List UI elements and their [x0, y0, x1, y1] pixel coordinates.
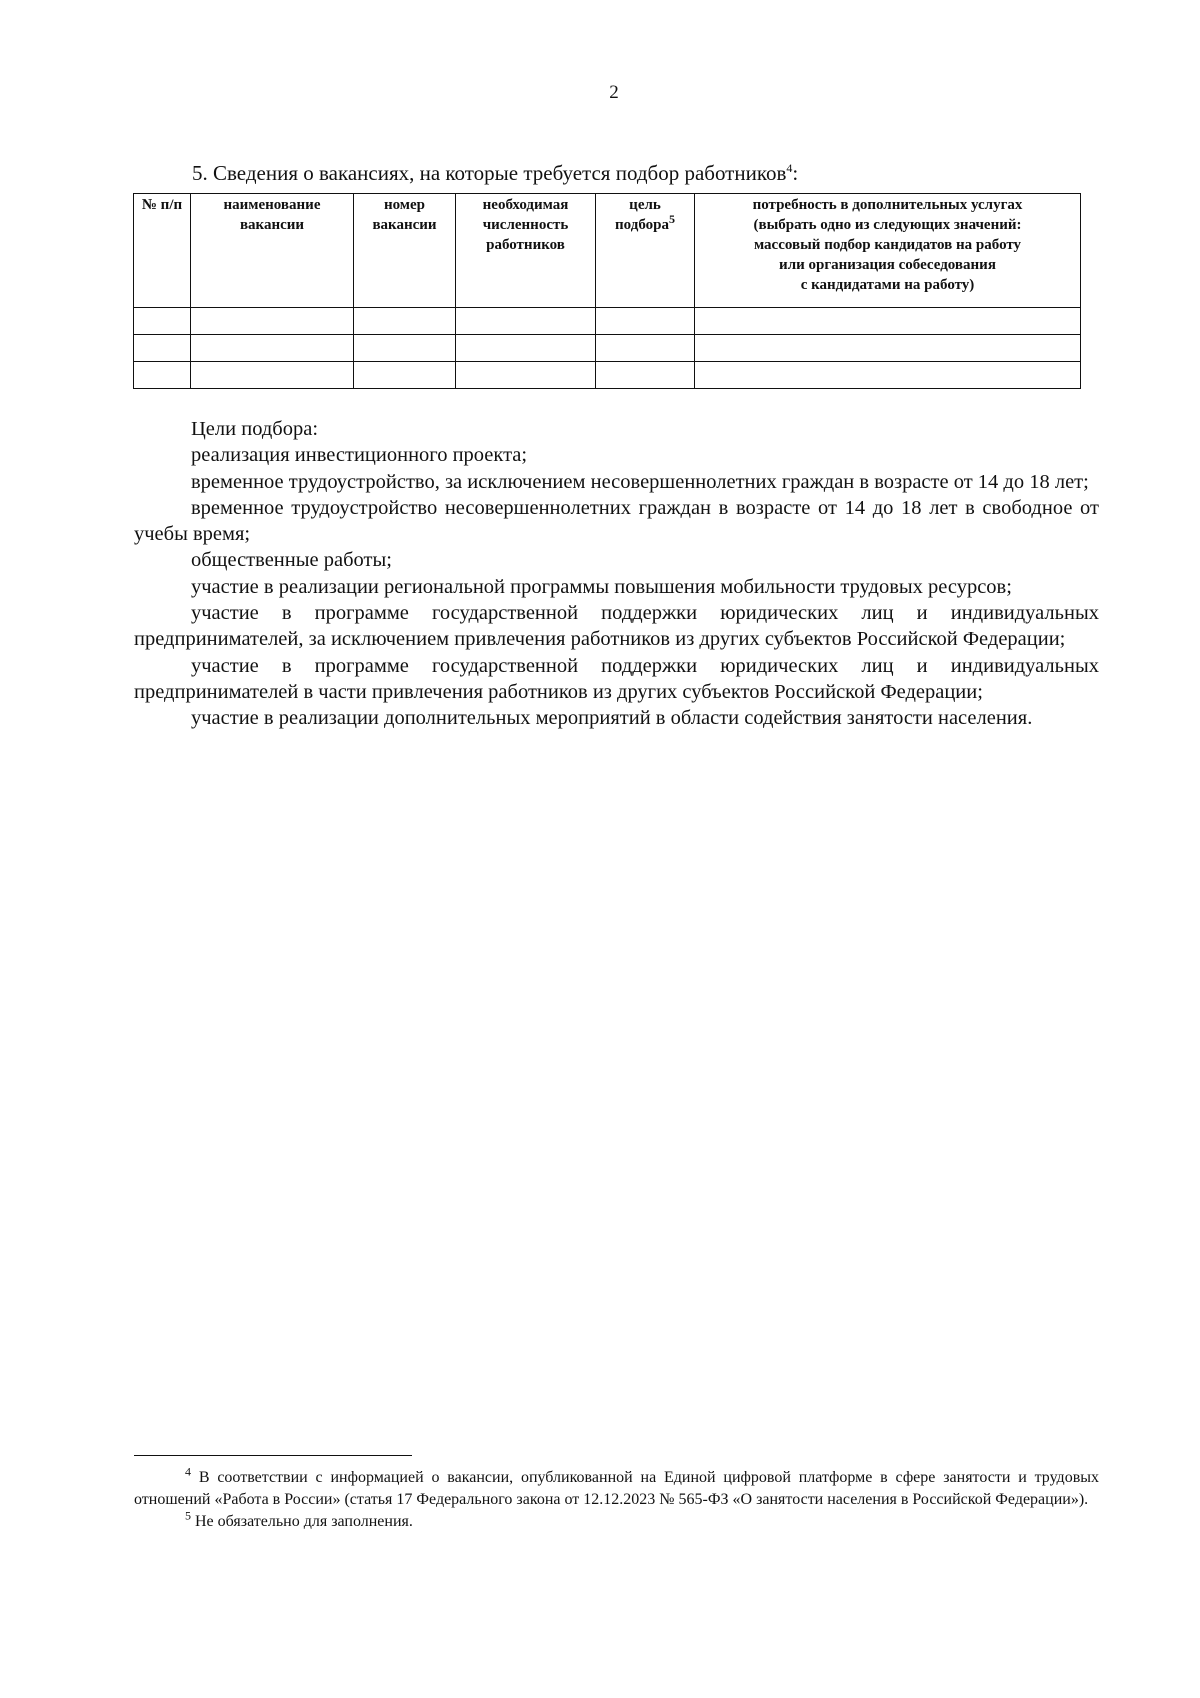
- table-cell[interactable]: [191, 335, 354, 362]
- footnote-mark: 5: [185, 1508, 191, 1523]
- table-cell[interactable]: [596, 362, 695, 389]
- goal-item: участие в реализации региональной программы повышения мобильности трудовых ресурсов;: [191, 575, 1012, 598]
- table-cell[interactable]: [134, 335, 191, 362]
- table-cell[interactable]: [596, 308, 695, 335]
- header-selection-goal: [596, 194, 695, 308]
- footnotes: [134, 1464, 1100, 1533]
- goal-item: временное трудоустройство несовершеннолетних граждан в возрасте от 14 до 18 лет в свободное от учебы время;: [134, 496, 1099, 546]
- table-cell[interactable]: [134, 308, 191, 335]
- table-cell[interactable]: [695, 362, 1081, 389]
- header-vacancy-number: номер вакансии: [354, 194, 456, 308]
- footnote-ref-4: 4: [786, 161, 793, 175]
- header-additional-services: [695, 194, 1081, 308]
- goals-heading: Цели подбора:: [191, 418, 319, 440]
- table-cell[interactable]: [134, 362, 191, 389]
- table-cell[interactable]: [354, 335, 456, 362]
- table-cell[interactable]: [354, 308, 456, 335]
- footnote-ref-5: 5: [668, 212, 675, 226]
- header-services-line: (выбрать одно из следующих значений:: [753, 217, 1022, 233]
- header-services-line: потребность в дополнительных услугах: [752, 197, 1023, 213]
- goal-item: реализация инвестиционного проекта;: [191, 444, 528, 467]
- table-cell[interactable]: [456, 335, 596, 362]
- goal-item: участие в реализации дополнительных мероприятий в области содействия занятости населения.: [191, 707, 1033, 730]
- table-row: [134, 335, 1081, 362]
- footnote-text: В соответствии с информацией о вакансии, опубликованной на Единой цифровой платформе в сфере занятости и трудовых отношений «Работа в России» (статья 17 Федерального закона от 12.12.2023 № 565-ФЗ «О занятости населения в Российской Федерации»).: [134, 1469, 1100, 1508]
- vacancies-table: [133, 193, 1081, 389]
- section-title-text: 5. Сведения о вакансиях, на которые требуется подбор работников: [192, 161, 787, 185]
- selection-goals: [134, 416, 1099, 732]
- goal-item: участие в программе государственной поддержки юридических лиц и индивидуальных предпринимателей, за исключением привлечения работников из других субъектов Российской Федерации;: [134, 602, 1099, 651]
- table-cell[interactable]: [695, 308, 1081, 335]
- table-cell[interactable]: [456, 308, 596, 335]
- table-cell[interactable]: [596, 335, 695, 362]
- footnote-5: [134, 1508, 1099, 1533]
- header-services-line: или организация собеседования: [779, 257, 996, 273]
- table-header-row: [134, 194, 1081, 308]
- table-row: [134, 308, 1081, 335]
- footnote-text: Не обязательно для заполнения.: [195, 1513, 413, 1530]
- header-vacancy-name: наименование вакансии: [191, 194, 354, 308]
- header-worker-count: необходимая численность работников: [456, 194, 596, 308]
- goal-item: участие в программе государственной поддержки юридических лиц и индивидуальных предпринимателей в части привлечения работников из других субъектов Российской Федерации;: [134, 654, 1099, 703]
- footnote-separator: [134, 1455, 412, 1456]
- table-cell[interactable]: [191, 362, 354, 389]
- table-cell[interactable]: [191, 308, 354, 335]
- table-cell[interactable]: [695, 335, 1081, 362]
- footnote-4: [134, 1464, 1100, 1511]
- table-cell[interactable]: [354, 362, 456, 389]
- header-num: № п/п: [134, 194, 191, 308]
- table-cell[interactable]: [456, 362, 596, 389]
- header-services-line: массовый подбор кандидатов на работу: [753, 237, 1022, 253]
- goal-item: общественные работы;: [191, 549, 392, 572]
- page-number: 2: [609, 82, 619, 103]
- header-selection-goal-text: цель подбора: [615, 197, 669, 233]
- footnote-mark: 4: [185, 1464, 191, 1479]
- goal-item: временное трудоустройство, за исключением несовершеннолетних граждан в возрасте от 14 до 18 лет;: [191, 470, 1089, 493]
- table-row: [134, 362, 1081, 389]
- header-services-line: с кандидатами на работу): [800, 277, 975, 293]
- section-title: 5. Сведения о вакансиях, на которые требуется подбор работников$^4$:: [192, 161, 799, 185]
